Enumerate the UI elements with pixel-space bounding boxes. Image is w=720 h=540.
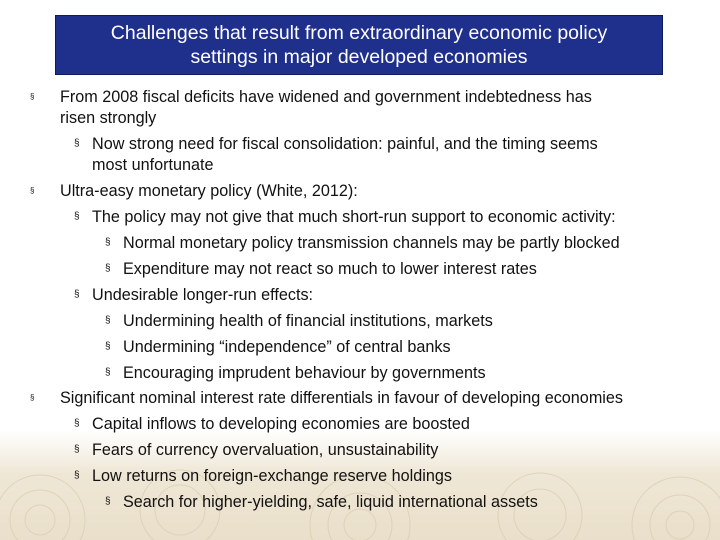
bullet-marker: §	[105, 237, 111, 248]
bullet-text: Undermining health of financial institutions, markets	[123, 312, 493, 330]
bullet-text: Undesirable longer-run effects:	[92, 286, 314, 304]
bullet-text: From 2008 fiscal deficits have widened and government indebtedness has	[60, 88, 592, 106]
bullet-marker: §	[74, 289, 80, 300]
bullet-marker: §	[105, 315, 111, 326]
bullet-marker: §	[74, 138, 80, 149]
bullet-marker: §	[74, 418, 80, 429]
bullet-marker: §	[30, 186, 35, 195]
bullet-text: most unfortunate	[92, 156, 214, 174]
bullet-marker: §	[74, 211, 80, 222]
bullet-text: Significant nominal interest rate differentials in favour of developing economies	[60, 389, 623, 407]
bullet-text: Low returns on foreign-exchange reserve holdings	[92, 467, 452, 485]
bullet-text: The policy may not give that much short-run support to economic activity:	[92, 208, 616, 226]
bullet-marker: §	[105, 496, 111, 507]
bullet-text: risen strongly	[60, 109, 157, 127]
slide-title: Challenges that result from extraordinary economic policy settings in major developed economies	[110, 22, 608, 68]
bullet-marker: §	[74, 444, 80, 455]
bullet-text: Capital inflows to developing economies are boosted	[92, 415, 470, 433]
bullet-text: Ultra-easy monetary policy (White, 2012):	[60, 182, 358, 200]
bullet-marker: §	[30, 92, 35, 101]
bullet-marker: §	[105, 367, 111, 378]
bullet-text: Search for higher-yielding, safe, liquid international assets	[123, 493, 538, 511]
bullet-text: Encouraging imprudent behaviour by governments	[123, 364, 486, 382]
bullet-marker: §	[30, 393, 35, 402]
bullet-marker: §	[74, 470, 80, 481]
bullet-text: Expenditure may not react so much to lower interest rates	[123, 260, 537, 278]
bullet-text: Now strong need for fiscal consolidation: painful, and the timing seems	[92, 135, 598, 153]
bullet-text: Fears of currency overvaluation, unsustainability	[92, 441, 439, 459]
bullet-text: Undermining “independence” of central banks	[123, 338, 451, 356]
bullet-marker: §	[105, 263, 111, 274]
bullet-marker: §	[105, 341, 111, 352]
bullet-text: Normal monetary policy transmission channels may be partly blocked	[123, 234, 620, 252]
